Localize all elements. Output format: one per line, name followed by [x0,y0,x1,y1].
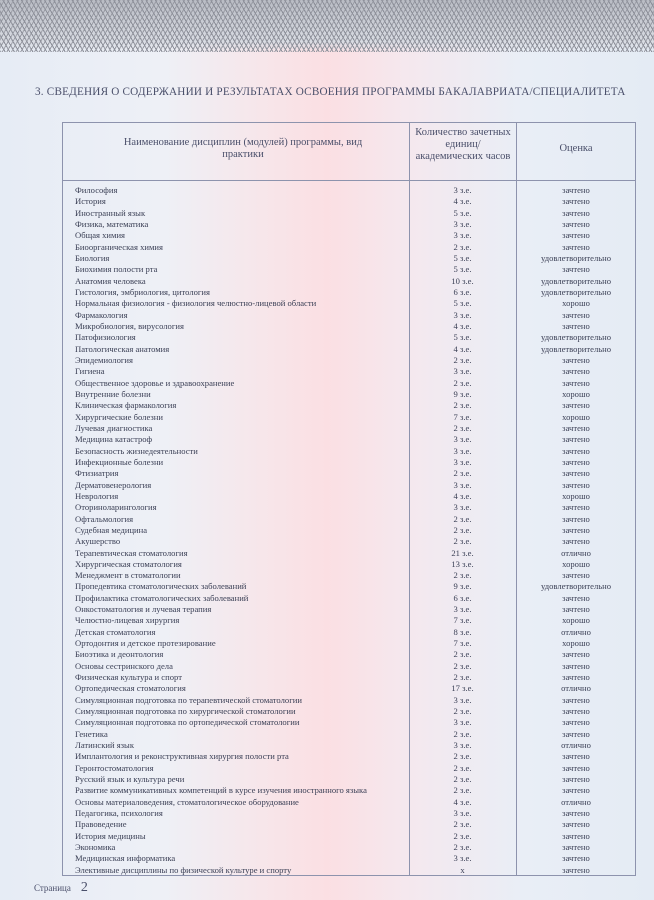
credits-cell: 2 з.е. [453,377,472,388]
grade-cell: хорошо [562,298,590,309]
table-row [63,740,635,751]
credits-cell: 21 з.е. [451,547,474,558]
discipline-name-cell: История медицины [75,830,146,841]
discipline-name-cell: Лучевая диагностика [75,422,153,433]
discipline-name-cell: Физика, математика [75,218,149,229]
discipline-name-cell: Основы материаловедения, стоматологическое оборудование [75,796,299,807]
page-footer [34,880,88,896]
discipline-name-cell: Биоэтика и деонтология [75,649,164,660]
credits-cell: 5 з.е. [453,207,472,218]
discipline-name-cell: Философия [75,185,118,195]
table-row [63,219,635,230]
credits-cell: 2 з.е. [453,422,472,433]
table-row [63,355,635,366]
table-row [63,785,635,796]
credits-cell: х [460,864,465,875]
table-row [63,627,635,638]
grade-cell: зачтено [562,717,590,728]
credits-cell: 4 з.е. [453,490,472,501]
header-divider [63,180,635,181]
discipline-name-cell: Детская стоматология [75,626,156,637]
discipline-name-cell: Дерматовенерология [75,479,152,490]
discipline-name-cell: Русский язык и культура речи [75,774,185,785]
grade-cell: отлично [561,626,591,637]
credits-cell: 17 з.е. [451,683,474,694]
credits-cell: 2 з.е. [453,672,472,683]
credits-cell: 5 з.е. [453,264,472,275]
grade-cell: зачтено [562,400,590,411]
credits-cell: 9 з.е. [453,388,472,399]
table-row [63,797,635,808]
grade-cell: зачтено [562,842,590,853]
table-row [63,559,635,570]
table-row [63,638,635,649]
grade-cell: зачтено [562,377,590,388]
credits-cell: 4 з.е. [453,320,472,331]
discipline-name-cell: Нормальная физиология - физиология челюстно-лицевой области [75,298,317,309]
grade-cell: зачтено [562,366,590,377]
section-title: 3. СВЕДЕНИЯ О СОДЕРЖАНИИ И РЕЗУЛЬТАТАХ ОСВОЕНИЯ ПРОГРАММЫ БАКАЛАВРИАТА/СПЕЦИАЛИТЕТА [35,86,626,98]
grade-cell: зачтено [562,422,590,433]
discipline-name-cell: Правоведение [75,819,127,830]
credits-cell: 2 з.е. [453,774,472,785]
table-row [63,321,635,332]
table-row [63,332,635,343]
grade-cell: зачтено [562,706,590,717]
grade-cell: отлично [561,796,591,807]
grade-cell: зачтено [562,853,590,864]
table-row [63,491,635,502]
discipline-name-cell: Анатомия человека [75,275,146,286]
table-row [63,581,635,592]
credits-cell: 10 з.е. [451,275,474,286]
grade-cell: хорошо [562,615,590,626]
discipline-name-cell: Клиническая фармакология [75,400,177,411]
credits-cell: 8 з.е. [453,626,472,637]
grade-cell: зачтено [562,751,590,762]
discipline-name-cell: Фармакология [75,309,128,320]
discipline-name-cell: Терапевтическая стоматология [75,547,188,558]
discipline-name-cell: Основы сестринского дела [75,660,173,671]
guilloche-border [0,0,654,52]
table-row [63,446,635,457]
credits-cell: 3 з.е. [453,456,472,467]
discipline-name-cell: Челюстно-лицевая хирургия [75,615,180,626]
table-row [63,819,635,830]
grade-cell: хорошо [562,638,590,649]
grade-cell: зачтено [562,456,590,467]
grade-cell: зачтено [562,309,590,320]
discipline-name-cell: Офтальмология [75,513,134,524]
table-row [63,310,635,321]
credits-cell: 2 з.е. [453,354,472,365]
credits-cell: 2 з.е. [453,241,472,252]
table-row [63,457,635,468]
table-row [63,344,635,355]
table-row [63,853,635,864]
page-number: 2 [80,880,88,895]
grade-cell: удовлетворительно [540,252,612,263]
grade-cell: зачтено [562,672,590,683]
table-row [63,378,635,389]
credits-cell: 2 з.е. [453,751,472,762]
table-row [63,729,635,740]
table-row [63,706,635,717]
credits-cell: 3 з.е. [453,502,472,513]
table-row [63,242,635,253]
discipline-name-cell: Генетика [75,728,108,739]
credits-cell: 3 з.е. [453,434,472,445]
credits-cell: 2 з.е. [453,706,472,717]
credits-cell: 4 з.е. [453,343,472,354]
credits-cell: 3 з.е. [453,366,472,377]
grade-cell: зачтено [562,728,590,739]
discipline-name-cell: Акушерство [75,536,121,547]
credits-cell: 3 з.е. [453,230,472,241]
table-row [63,298,635,309]
grade-cell: удовлетворительно [540,332,612,343]
credits-cell: 2 з.е. [453,570,472,581]
credits-cell: 4 з.е. [453,796,472,807]
grade-cell: зачтено [562,479,590,490]
table-row [63,525,635,536]
disciplines-table [62,122,636,876]
table-row [63,196,635,207]
grade-cell: удовлетворительно [540,286,612,297]
discipline-name-cell: Биоорганическая химия [75,241,163,252]
discipline-name-cell: Профилактика стоматологических заболеваний [75,592,249,603]
credits-cell: 5 з.е. [453,252,472,263]
credits-cell: 3 з.е. [453,694,472,705]
credits-cell: 3 з.е. [453,740,472,751]
credits-cell: 3 з.е. [453,479,472,490]
credits-cell: 6 з.е. [453,592,472,603]
table-row [63,548,635,559]
table-row [63,400,635,411]
grade-cell: зачтено [562,592,590,603]
discipline-name-cell: Латинский язык [75,740,135,751]
table-row [63,842,635,853]
credits-cell: 2 з.е. [453,819,472,830]
credits-cell: 7 з.е. [453,638,472,649]
discipline-name-cell: Биохимия полости рта [75,264,158,275]
grade-cell: зачтено [562,502,590,513]
discipline-name-cell: Гистология, эмбриология, цитология [75,286,210,297]
discipline-name-cell: Имплантология и реконструктивная хирургия полости рта [75,751,289,762]
table-row [63,185,635,196]
grade-cell: зачтено [562,513,590,524]
grade-cell: зачтено [562,524,590,535]
grade-cell: зачтено [562,445,590,456]
grade-cell: зачтено [562,774,590,785]
grade-cell: зачтено [562,762,590,773]
table-row [63,695,635,706]
table-row [63,865,635,876]
credits-cell: 3 з.е. [453,218,472,229]
table-row [63,412,635,423]
table-row [63,615,635,626]
credits-cell: 2 з.е. [453,842,472,853]
table-row [63,423,635,434]
grade-cell: зачтено [562,649,590,660]
discipline-name-cell: Хирургическая стоматология [75,558,182,569]
table-row [63,434,635,445]
credits-cell: 3 з.е. [453,808,472,819]
credits-cell: 3 з.е. [453,717,472,728]
credits-cell: 4 з.е. [453,196,472,207]
credits-cell: 3 з.е. [453,309,472,320]
discipline-name-cell: Хирургические болезни [75,411,163,422]
table-row [63,287,635,298]
grade-cell: зачтено [562,241,590,252]
table-row [63,480,635,491]
grade-cell: зачтено [562,660,590,671]
grade-cell: хорошо [562,490,590,501]
table-row [63,230,635,241]
grade-cell: зачтено [562,785,590,796]
credits-cell: 2 з.е. [453,785,472,796]
discipline-name-cell: Геронтостоматология [75,762,154,773]
discipline-name-cell: Пропедевтика стоматологических заболеваний [75,581,247,592]
discipline-name-cell: Общая химия [75,230,125,241]
table-row [63,808,635,819]
table-row [63,570,635,581]
discipline-name-cell: Экономика [75,842,116,853]
table-row [63,672,635,683]
credits-cell: 2 з.е. [453,536,472,547]
credits-cell: 2 з.е. [453,524,472,535]
credits-cell: 6 з.е. [453,286,472,297]
grade-cell: зачтено [562,830,590,841]
credits-cell: 5 з.е. [453,298,472,309]
grade-cell: удовлетворительно [540,343,612,354]
grade-cell: зачтено [562,536,590,547]
grade-cell: зачтено [562,264,590,275]
table-row [63,276,635,287]
grade-cell: удовлетворительно [540,581,612,592]
credits-cell: 2 з.е. [453,728,472,739]
grade-cell: зачтено [562,808,590,819]
grade-cell: зачтено [562,819,590,830]
discipline-name-cell: Онкостоматология и лучевая терапия [75,604,212,615]
table-row [63,649,635,660]
grade-cell: зачтено [562,218,590,229]
grade-cell: зачтено [562,864,590,875]
grade-cell: зачтено [562,196,590,207]
grade-cell: зачтено [562,434,590,445]
discipline-name-cell: Гигиена [75,366,105,377]
credits-cell: 3 з.е. [453,853,472,864]
discipline-name-cell: Медицинская информатика [75,853,176,864]
table-row [63,514,635,525]
table-row [63,208,635,219]
table-row [63,683,635,694]
discipline-name-cell: Ортодонтия и детское протезирование [75,638,216,649]
credits-cell: 2 з.е. [453,649,472,660]
discipline-name-cell: Менеджмент в стоматологии [75,570,181,581]
grade-cell: удовлетворительно [540,275,612,286]
credits-cell: 2 з.е. [453,762,472,773]
grade-cell: зачтено [562,694,590,705]
discipline-name-cell: Патологическая анатомия [75,343,170,354]
discipline-name-cell: Общественное здоровье и здравоохранение [75,377,235,388]
header-credits: Количество зачетных единиц/ академических часов [415,127,511,162]
discipline-name-cell: Медицина катастроф [75,434,153,445]
grade-cell: зачтено [562,354,590,365]
credits-cell: 2 з.е. [453,830,472,841]
discipline-name-cell: Ортопедическая стоматология [75,683,186,694]
grade-cell: зачтено [562,207,590,218]
credits-cell: 7 з.е. [453,615,472,626]
discipline-name-cell: Микробиология, вирусология [75,320,184,331]
credits-cell: 3 з.е. [453,604,472,615]
grade-cell: зачтено [562,570,590,581]
discipline-name-cell: Развитие коммуникативных компетенций в курсе изучения иностранного языка [75,785,367,796]
discipline-name-cell: Фтизиатрия [75,468,119,479]
table-row [63,389,635,400]
grade-cell: зачтено [562,468,590,479]
table-row [63,468,635,479]
credits-cell: 3 з.е. [453,185,472,195]
table-row [63,253,635,264]
table-row [63,593,635,604]
credits-cell: 13 з.е. [451,558,474,569]
discipline-name-cell: Элективные дисциплины по физической культуре и спорту [75,864,292,875]
discipline-name-cell: Симуляционная подготовка по хирургической стоматологии [75,706,296,717]
credits-cell: 2 з.е. [453,400,472,411]
grade-cell: отлично [561,740,591,751]
table-row [63,264,635,275]
table-row [63,831,635,842]
discipline-name-cell: Педагогика, психология [75,808,163,819]
header-discipline-name: Наименование дисциплин (модулей) программы, вид практики [123,137,363,160]
table-row [63,366,635,377]
table-row [63,717,635,728]
credits-cell: 5 з.е. [453,332,472,343]
grade-cell: хорошо [562,558,590,569]
credits-cell: 2 з.е. [453,513,472,524]
table-row [63,763,635,774]
grade-cell: хорошо [562,388,590,399]
credits-cell: 3 з.е. [453,445,472,456]
discipline-name-cell: Оториноларингология [75,502,157,513]
grade-cell: зачтено [562,320,590,331]
credits-cell: 2 з.е. [453,660,472,671]
grade-cell: хорошо [562,411,590,422]
discipline-name-cell: Физическая культура и спорт [75,672,182,683]
table-row [63,536,635,547]
discipline-name-cell: Внутренние болезни [75,388,151,399]
discipline-name-cell: Биология [75,252,110,263]
discipline-name-cell: История [75,196,106,207]
discipline-name-cell: Неврология [75,490,119,501]
discipline-name-cell: Эпидемиология [75,354,133,365]
discipline-name-cell: Симуляционная подготовка по ортопедической стоматологии [75,717,300,728]
grade-cell: отлично [561,683,591,694]
discipline-name-cell: Судебная медицина [75,524,148,535]
table-body [63,185,635,876]
credits-cell: 2 з.е. [453,468,472,479]
discipline-name-cell: Инфекционные болезни [75,456,164,467]
discipline-name-cell: Симуляционная подготовка по терапевтической стоматологии [75,694,302,705]
page-label: Страница [34,883,71,893]
credits-cell: 7 з.е. [453,411,472,422]
table-row [63,774,635,785]
table-row [63,502,635,513]
grade-cell: зачтено [562,604,590,615]
table-row [63,751,635,762]
grade-cell: зачтено [562,230,590,241]
table-row [63,604,635,615]
table-row [63,661,635,672]
discipline-name-cell: Патофизиология [75,332,136,343]
header-grade: Оценка [559,143,593,154]
grade-cell: зачтено [562,185,590,195]
discipline-name-cell: Безопасность жизнедеятельности [75,445,198,456]
discipline-name-cell: Иностранный язык [75,207,146,218]
credits-cell: 9 з.е. [453,581,472,592]
grade-cell: отлично [561,547,591,558]
